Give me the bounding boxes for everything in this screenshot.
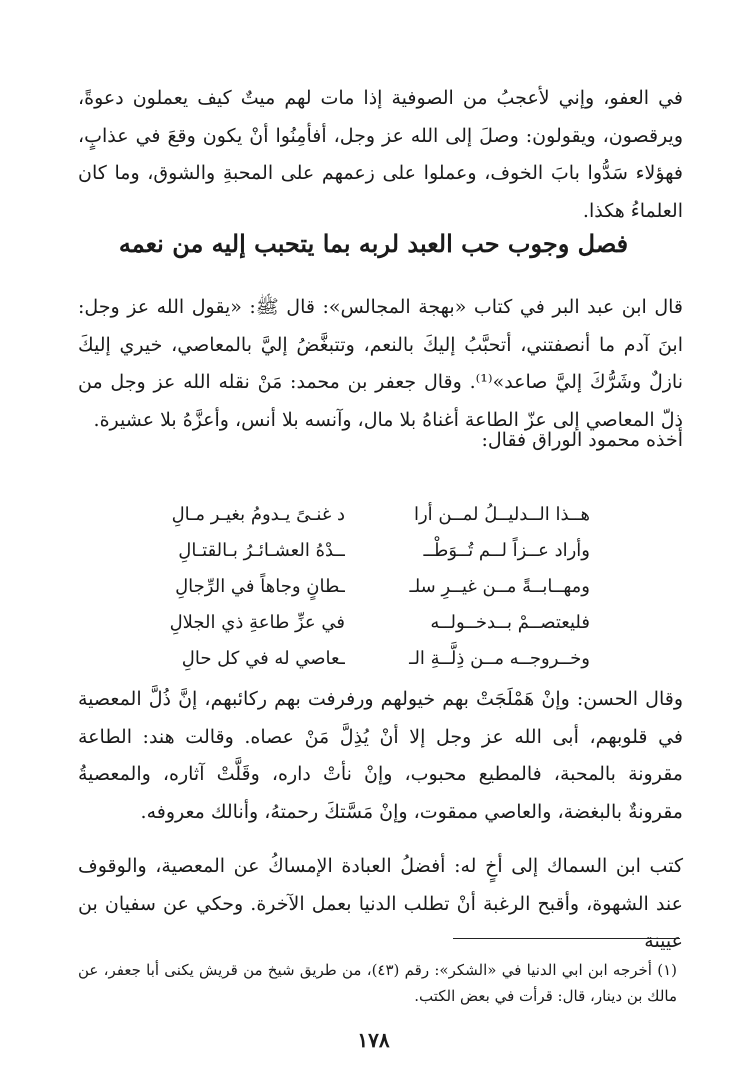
poem-first-hemistich: فليعتصــمْ بــدخــولــه [430,612,590,633]
page-number: ١٧٨ [357,1028,390,1052]
footnote-divider [453,938,680,939]
paragraph-hadith: قال ابن عبد البر في كتاب «بهجة المجالس»: قال ﷺ: «يقول الله عز وجل: ابنَ آدم ما أنصفتني، أتحبَّبُ إليكَ بالنعم، وتتبغَّضُ إليَّ بالمعاصي، خيري إليكَ نازلٌ وشَرُّكَ إليَّ صاعد»⁽¹⁾. وقال جعفر بن محمد: مَنْ نقله الله عز وجل من ذلّ المعاصي إلى عزّ الطاعة أغناهُ بلا مال، وآنسه بلا أنس، وأعزَّهُ بلا عشيرة. [78,296,684,431]
poem-verse [130,605,590,641]
poem [130,497,590,677]
poem-verse [130,641,590,677]
poem-second-hemistich: ـعاصي له في كل حالِ [181,648,345,669]
footnote: (١) أخرجه ابن ابي الدنيا في «الشكر»: رقم (٤٣)، من طريق شيخ من قريش يكنى أبا جعفر، عن مالك بن دينار، قال: قرأت في بعض الكتب. [78,961,677,1005]
poem-second-hemistich: في عزِّ طاعةِ ذي الجلالِ [169,612,345,633]
paragraph-ibn-sammak: كتب ابن السماك إلى أخٍ له: أفضلُ العبادة الإمساكُ عن المعصية، والوقوف عند الشهوة، وأقبح الرغبة أنْ تطلب الدنيا بعمل الآخرة. وحكي عن سفيان بن عيينة [78,855,683,952]
poem-first-hemistich: ومهــابــةً مــن غيــرِ سلـ [409,576,590,597]
poem-first-hemistich: هــذا الــدليــلُ لمــن أرا [413,504,590,525]
poem-first-hemistich: وأراد عــزاً لــم تُــوَطْــ [423,540,590,561]
paragraph-poem-intro: أخذه محمود الوراق فقال: [481,429,683,451]
paragraph-hasan-hind: وقال الحسن: وإنْ هَمْلَجَتْ بهم خيولهم ورفرفت بهم ركائبهم، إنَّ ذُلَّ المعصية في قلوبهم، أبى الله عز وجل إلا أنْ يُذِلَّ مَنْ عصاه. وقالت هند: الطاعة مقرونة بالمحبة، فالمطيع محبوب، وإنْ نأتْ داره، وقَلَّتْ آثاره، والمعصيةُ مقرونةٌ بالبغضة، والعاصي ممقوت، وإنْ مَسَّتكَ رحمتهُ، وأنالك معروفه. [78,688,683,823]
poem-first-hemistich: وخــروجــه مــن ذِلَّــةِ الـ [409,648,590,669]
poem-second-hemistich: د غنـىً يـدومُ بغيـر مـالِ [171,504,345,525]
poem-second-hemistich: ـطانٍ وجاهاً في الرِّجالِ [175,576,345,597]
poem-verse [130,497,590,533]
poem-verse [130,533,590,569]
paragraph-sufi-criticism: في العفو، وإني لأعجبُ من الصوفية إذا مات لهم ميتٌ كيف يعملون دعوةً، ويرقصون، ويقولون: وصلَ إلى الله عز وجل، أفأمِنُوا أنْ يكون وقعَ في عذابٍ، فهؤلاء سَدُّوا بابَ الخوف، وعملوا على زعمهم على المحبةِ والشوق، وما كان العلماءُ هكذا. [78,87,683,222]
section-heading: فصل وجوب حب العبد لربه بما يتحبب إليه من نعمه [118,229,629,258]
poem-verse [130,569,590,605]
poem-second-hemistich: ــدْهُ العشـائـرُ بـالقتـالِ [178,540,345,561]
